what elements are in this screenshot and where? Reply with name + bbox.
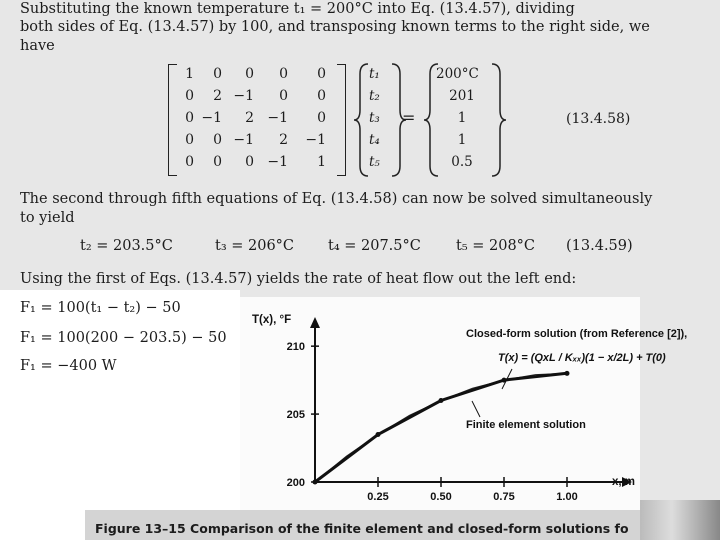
rhs-cell: 1 bbox=[457, 132, 467, 148]
equation-number-13-4-59: (13.4.59) bbox=[566, 238, 633, 254]
y-axis-arrow bbox=[310, 317, 320, 328]
finite-element-point bbox=[565, 371, 570, 376]
solution-t4: t₄ = 207.5°C bbox=[328, 238, 421, 254]
paragraph-line-3: have bbox=[20, 38, 55, 54]
matrix-cell: 0 bbox=[185, 110, 194, 126]
matrix-cell: 0 bbox=[317, 88, 326, 104]
matrix-cell: 0 bbox=[317, 66, 326, 82]
matrix-cell: 2 bbox=[279, 132, 288, 148]
equals-sign: = bbox=[402, 108, 416, 127]
matrix-cell: −1 bbox=[305, 132, 326, 148]
finite-element-point bbox=[313, 480, 318, 485]
unknown-cell: t₃ bbox=[369, 110, 380, 126]
finite-element-point bbox=[376, 432, 381, 437]
matrix-cell: 2 bbox=[245, 110, 254, 126]
matrix-cell: 0 bbox=[185, 88, 194, 104]
x-tick-label: 0.75 bbox=[493, 491, 515, 503]
heat-flow-eq-3: F₁ = −400 W bbox=[20, 358, 117, 374]
matrix-cell: 0 bbox=[185, 154, 194, 170]
y-tick-label: 210 bbox=[286, 341, 305, 354]
rhs-right-brace bbox=[488, 62, 508, 178]
figure-caption: Figure 13–15 Comparison of the finite element and closed-form solutions fo bbox=[95, 521, 629, 536]
rhs-cell: 200°C bbox=[436, 66, 479, 82]
matrix-cell: 0 bbox=[213, 132, 222, 148]
matrix-cell: 0 bbox=[213, 154, 222, 170]
matrix-cell: 0 bbox=[317, 110, 326, 126]
fe-leader bbox=[472, 401, 480, 417]
fe-label: Finite element solution bbox=[466, 419, 586, 431]
x-tick-label: 0.50 bbox=[430, 491, 452, 503]
comparison-figure bbox=[240, 297, 688, 512]
x-axis-label: x, m bbox=[611, 476, 635, 488]
rhs-cell: 0.5 bbox=[451, 154, 473, 170]
matrix-cell: 0 bbox=[279, 88, 288, 104]
matrix-cell: 0 bbox=[213, 66, 222, 82]
paragraph-line-2: both sides of Eq. (13.4.57) by 100, and transposing known terms to the right side, we bbox=[20, 19, 650, 35]
matrix-cell: 0 bbox=[245, 154, 254, 170]
temperature-chart bbox=[240, 297, 688, 512]
paragraph-line-4: The second through fifth equations of Eq. (13.4.58) can now be solved simultaneously bbox=[20, 191, 653, 207]
rhs-cell: 1 bbox=[457, 110, 467, 126]
y-axis-label: T(x), °F bbox=[252, 314, 292, 326]
matrix-right-bracket bbox=[337, 64, 346, 176]
unknown-cell: t₅ bbox=[369, 154, 380, 170]
matrix-cell: 1 bbox=[317, 154, 326, 170]
unknown-cell: t₂ bbox=[369, 88, 380, 104]
paragraph-line-5: to yield bbox=[20, 210, 75, 226]
matrix-cell: 0 bbox=[185, 132, 194, 148]
unknown-cell: t₄ bbox=[369, 132, 380, 148]
x-tick-label: 0.25 bbox=[367, 491, 389, 503]
rhs-cell: 201 bbox=[449, 88, 475, 104]
y-tick-label: 200 bbox=[286, 477, 305, 489]
paragraph-line-6: Using the first of Eqs. (13.4.57) yields the rate of heat flow out the left end: bbox=[20, 271, 577, 287]
lower-left-paper bbox=[0, 290, 240, 540]
closed-form-formula: T(x) = (QxL / Kₓₓ)(1 − x/2L) + T(0) bbox=[498, 352, 666, 364]
heat-flow-eq-2: F₁ = 100(200 − 203.5) − 50 bbox=[20, 330, 227, 346]
x-tick-label: 1.00 bbox=[556, 491, 578, 503]
page-edge-shadow bbox=[640, 500, 720, 540]
matrix-cell: −1 bbox=[267, 110, 288, 126]
matrix-cell: −1 bbox=[233, 88, 254, 104]
closed-form-label: Closed-form solution (from Reference [2]), bbox=[466, 328, 688, 340]
finite-element-point bbox=[439, 398, 444, 403]
paragraph-line-1: Substituting the known temperature t₁ = 200°C into Eq. (13.4.57), dividing bbox=[20, 1, 575, 17]
matrix-cell: 0 bbox=[279, 66, 288, 82]
matrix-cell: −1 bbox=[233, 132, 254, 148]
y-tick-label: 205 bbox=[286, 409, 305, 422]
solution-t5: t₅ = 208°C bbox=[456, 238, 536, 254]
unknown-cell: t₁ bbox=[369, 66, 380, 82]
solution-t3: t₃ = 206°C bbox=[215, 238, 295, 254]
matrix-cell: 1 bbox=[185, 66, 194, 82]
matrix-cell: −1 bbox=[201, 110, 222, 126]
solution-t2: t₂ = 203.5°C bbox=[80, 238, 173, 254]
matrix-cell: −1 bbox=[267, 154, 288, 170]
matrix-cell: 0 bbox=[245, 66, 254, 82]
heat-flow-eq-1: F₁ = 100(t₁ − t₂) − 50 bbox=[20, 300, 181, 316]
equation-number-13-4-58: (13.4.58) bbox=[566, 111, 631, 127]
matrix-cell: 2 bbox=[213, 88, 222, 104]
